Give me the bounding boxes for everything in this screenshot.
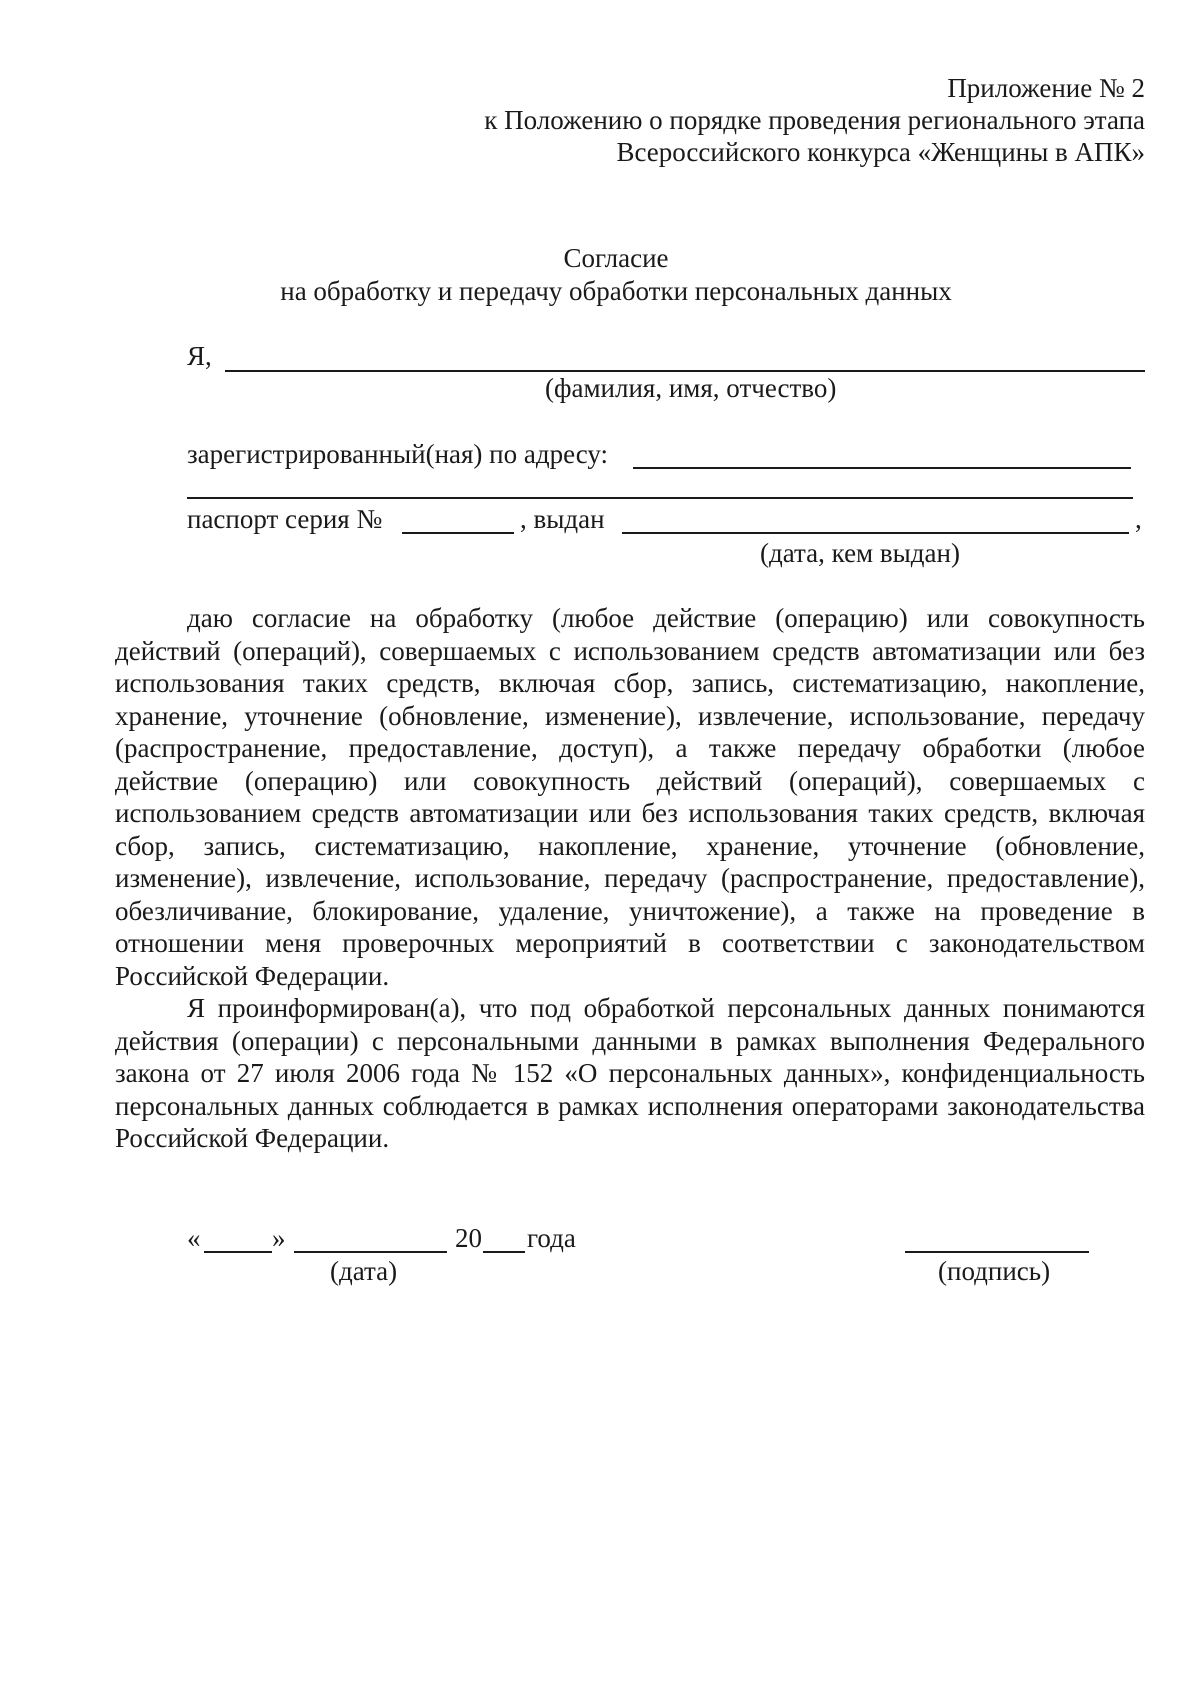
name-caption: (фамилия, имя, отчество) (545, 373, 837, 403)
address-field-line[interactable] (633, 467, 1131, 469)
passport-label: паспорт серия № (187, 504, 383, 534)
year-field-line[interactable] (483, 1251, 525, 1253)
date-open-quote: « (187, 1223, 201, 1253)
appendix-contest-name: Всероссийского конкурса «Женщины в АПК» (616, 137, 1145, 167)
month-field-line[interactable] (294, 1251, 447, 1253)
address-label: зарегистрированный(ная) по адресу: (187, 439, 609, 469)
day-field-line[interactable] (204, 1251, 272, 1253)
document-title: Согласие (563, 243, 669, 273)
appendix-reference: к Положению о порядке проведения регионального этапа (484, 105, 1145, 135)
passport-number-field-line[interactable] (402, 532, 514, 534)
consent-paragraph: даю согласие на обработку (любое действие (операцию) или совокупность действий (операций), совершаемых с использованием средств автоматизации или без использования таких средств, включая сбор, запись, систематизацию, накопление, хранение, уточнение (обновление, изменение), извлечение, использование, передачу (распространение, предоставление, доступ), а также передачу обработки (любое действие (операцию) или совокупность действий (операций), совершаемых с использованием средств автоматизации или без использования таких средств, включая сбор, запись, систематизацию, накопление, хранение, уточнение (обновление, изменение), извлечение, использование, передачу (распространение, предоставление), обезличивание, блокирование, удаление, уничтожение), а также на проведение в отношении меня проверочных мероприятий в соответствии с законодательством Российской Федерации. (115, 603, 1145, 991)
date-caption: (дата) (330, 1256, 398, 1286)
document-subtitle: на обработку и передачу обработки персональных данных (280, 276, 952, 306)
consent-body (115, 602, 1145, 1155)
signature-field-line[interactable] (905, 1251, 1089, 1253)
year-suffix: года (527, 1223, 576, 1253)
signature-caption: (подпись) (938, 1256, 1051, 1286)
issued-caption: (дата, кем выдан) (760, 538, 960, 568)
issued-label: , выдан (520, 504, 605, 534)
name-prefix: Я, (187, 341, 212, 371)
issued-field-line[interactable] (622, 532, 1129, 534)
information-paragraph: Я проинформирован(а), что под обработкой персональных данных понимаются действия (операции) с персональными данными в рамках выполнения Федерального закона от 27 июля 2006 года № 152 «О персональных данных», конфиденциальность персональных данных соблюдается в рамках исполнения операторами законодательства Российской Федерации. (115, 993, 1145, 1153)
appendix-number: Приложение № 2 (947, 73, 1145, 103)
address-field-line-2[interactable] (187, 497, 1133, 499)
year-prefix: 20 (455, 1223, 482, 1253)
trailing-comma: , (1135, 504, 1142, 534)
date-close-quote: » (272, 1223, 286, 1253)
